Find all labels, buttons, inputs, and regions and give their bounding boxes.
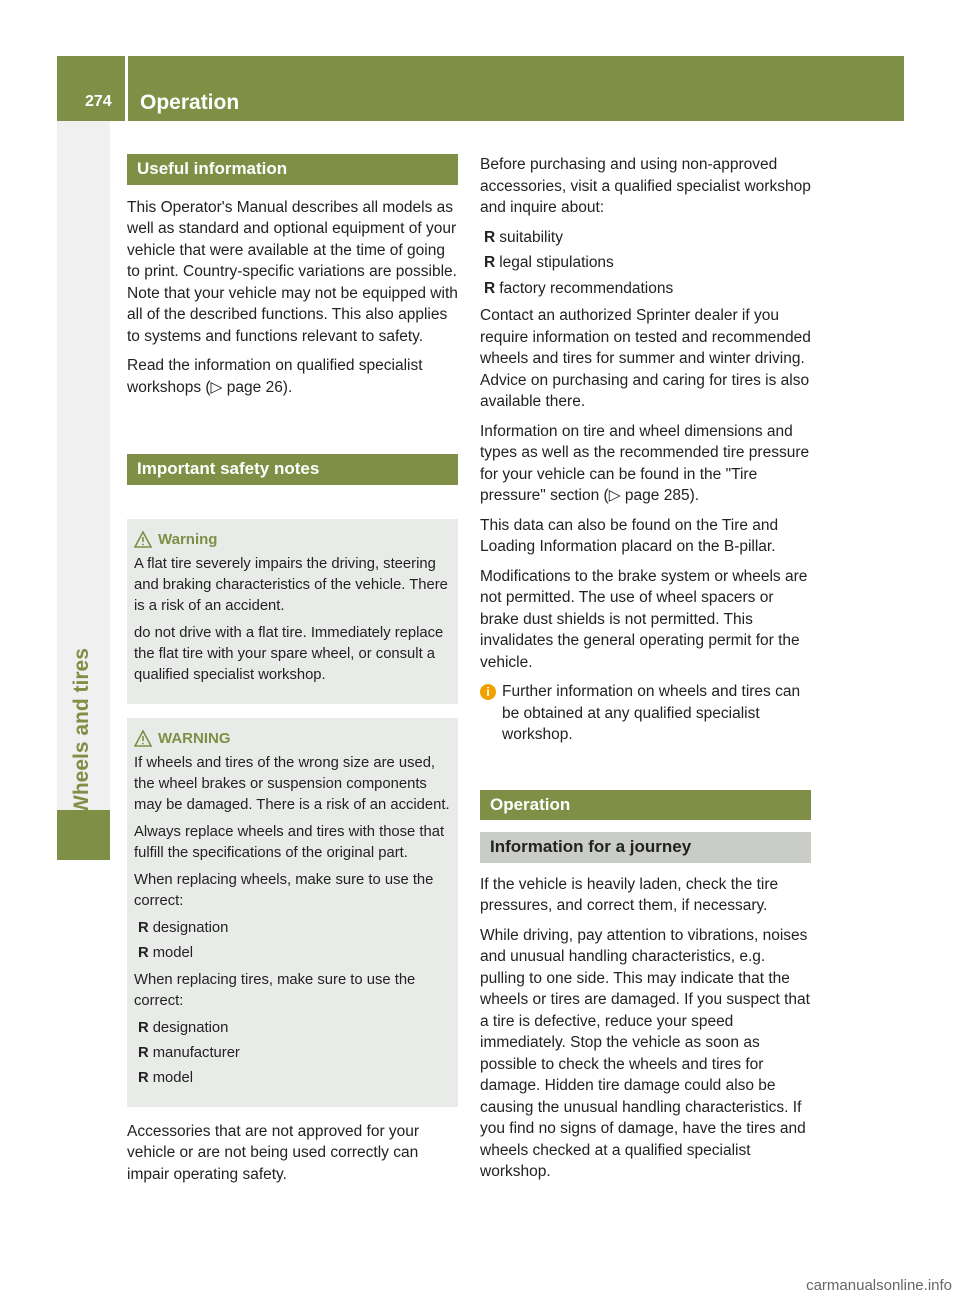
page-number: 274 [85, 93, 112, 110]
paragraph-page-ref: Information on tire and wheel dimensions and types as well as the recommended tire pressure for your vehicle can be found in the "Tire pressure" section (▷ page 285). [480, 422, 810, 504]
bullet-list [134, 1018, 450, 1089]
section-heading-useful: Useful information [127, 154, 458, 185]
warning-text: A flat tire severely impairs the driving, steering and braking characteristics of the vehicle. There is a risk of an accident. [134, 555, 448, 614]
paragraph: This data can also be found on the Tire and Loading Information placard on the B-pillar. [480, 516, 779, 555]
paragraph: Accessories that are not approved for your vehicle or are not being used correctly can impair operating safety. [127, 1122, 420, 1183]
list-item: R designation [138, 1019, 229, 1036]
warning-title [134, 728, 450, 749]
warning-title-text: Warning [158, 530, 218, 548]
paragraph: If the vehicle is heavily laden, check the tire pressures, and correct them, if necessary. [480, 875, 779, 914]
paragraph: This Operator's Manual describes all models as well as standard and optional equipment of your vehicle that were available at the time of going to print. Country-specific variations are possible. Note that your vehicle may not be equipped with all of the described functions. This also applies to systems and functions relevant to safety. [127, 198, 458, 345]
warning-text: When replacing tires, make sure to use the correct: [134, 971, 416, 1009]
info-note [480, 681, 811, 746]
list-item: R model [138, 944, 193, 961]
left-column [127, 154, 458, 1193]
list-item: R designation [138, 919, 229, 936]
paragraph: Contact an authorized Sprinter dealer if you require information on tested and recommended wheels and tires for summer and winter driving. Advice on purchasing and caring for tires is also available there. [480, 307, 811, 410]
subsection-heading-journey: Information for a journey [480, 832, 811, 863]
info-text: Further information on wheels and tires can be obtained at any qualified specialist workshop. [502, 683, 801, 743]
list-item: R factory recommendations [484, 279, 674, 297]
paragraph: Before purchasing and using non-approved accessories, visit a qualified specialist workshop and inquire about: [480, 156, 811, 216]
list-item: R model [138, 1069, 193, 1086]
side-tab-marker [57, 810, 110, 860]
warning-title-text: WARNING [158, 729, 231, 747]
info-icon: i [480, 684, 496, 700]
right-column [480, 154, 811, 1191]
side-tab-label: Wheels and tires [70, 648, 93, 815]
page-title: Operation [140, 91, 240, 114]
paragraph-page-ref: Read the information on qualified specialist workshops (▷ page 26). [127, 357, 423, 396]
section-heading-operation: Operation [480, 790, 811, 821]
header-divider [125, 56, 128, 121]
warning-triangle-icon [134, 730, 152, 747]
warning-text: Always replace wheels and tires with those that fulfill the specifications of the original part. [134, 823, 445, 861]
warning-text: If wheels and tires of the wrong size are used, the wheel brakes or suspension components may be damaged. There is a risk of an accident. [134, 754, 450, 813]
list-item: R manufacturer [138, 1044, 240, 1061]
bullet-list [480, 227, 811, 300]
warning-box [127, 519, 458, 704]
warning-text: When replacing wheels, make sure to use the correct: [134, 871, 434, 909]
paragraph: Modifications to the brake system or wheels are not permitted. The use of wheel spacers or brake dust shields is not permitted. This invalidates the general operating permit for the vehicle. [480, 567, 808, 671]
warning-box [127, 718, 458, 1107]
list-item: R suitability [484, 228, 563, 246]
warning-text: do not drive with a flat tire. Immediately replace the flat tire with your spare wheel, or consult a qualified specialist workshop. [134, 624, 444, 683]
list-item: R legal stipulations [484, 254, 614, 271]
watermark: carmanualsonline.info [806, 1277, 952, 1294]
bullet-list [134, 918, 450, 964]
warning-title [134, 529, 450, 550]
paragraph: While driving, pay attention to vibrations, noises and unusual handling characteristics, e.g. pulling to one side. This may indicate that the wheels or tires are damaged. If you suspect that a tire is defective, reduce your speed immediately. Stop the vehicle as soon as possible to check the wheels and tires for damage. Hidden tire damage could also be causing the unusual handling characteristics. If you find no signs of damage, have the tires and wheels checked at a qualified specialist workshop. [480, 926, 810, 1180]
section-heading-safety: Important safety notes [127, 454, 458, 485]
warning-triangle-icon [134, 531, 152, 548]
